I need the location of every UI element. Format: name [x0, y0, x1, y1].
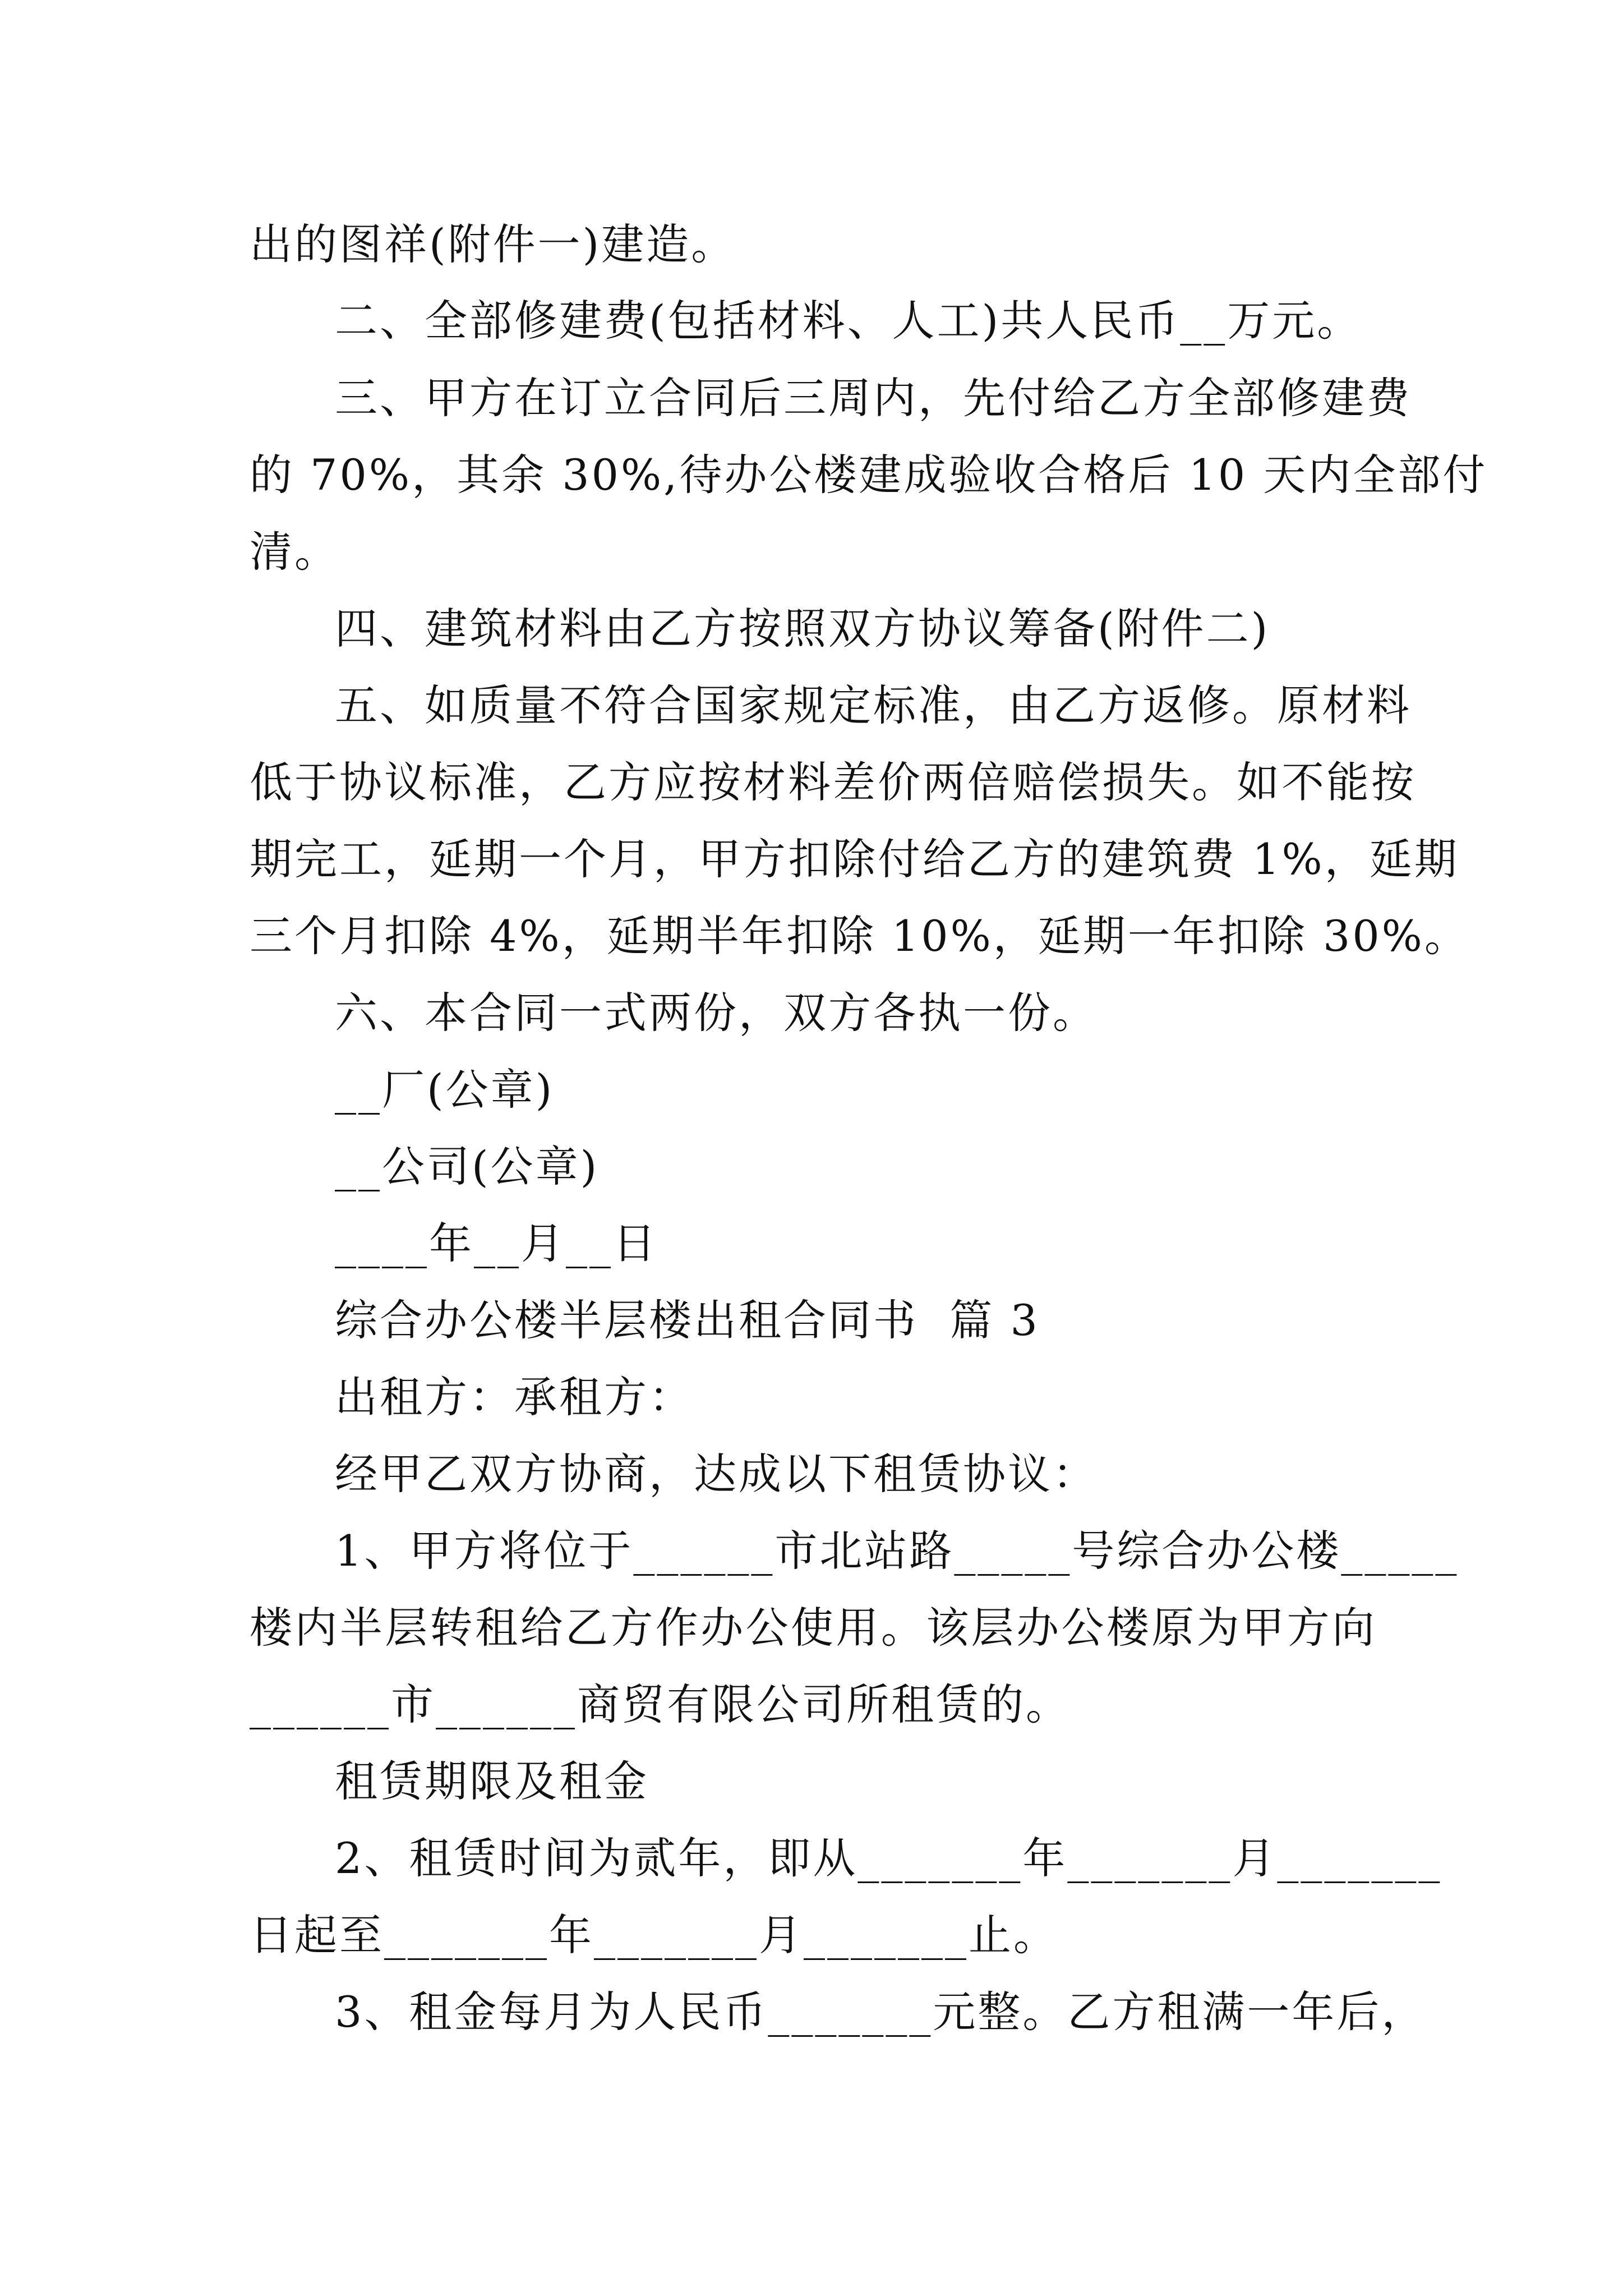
- text-line: 五、如质量不符合国家规定标准，由乙方返修。原材料: [335, 680, 1412, 730]
- section-heading: 综合办公楼半层楼出租合同书 篇 3: [335, 1295, 1040, 1345]
- text-line: ____年__月__日: [335, 1218, 658, 1268]
- text-line: 3、租金每月为人民币_______元整。乙方租满一年后，: [335, 1987, 1427, 2037]
- text-line: 二、全部修建费(包括材料、人工)共人民币__万元。: [335, 296, 1362, 346]
- text-line: 出的图祥(附件一)建造。: [250, 219, 736, 269]
- text-line: 租赁期限及租金: [335, 1756, 649, 1806]
- text-line: 期完工，延期一个月，甲方扣除付给乙方的建筑费 1%，延期: [250, 834, 1459, 884]
- text-line: 三、甲方在订立合同后三周内，先付给乙方全部修建费: [335, 373, 1412, 423]
- text-line: 四、建筑材料由乙方按照双方协议筹备(附件二): [335, 604, 1270, 654]
- text-line: 1、甲方将位于______市北站路_____号综合办公楼_____: [335, 1526, 1459, 1576]
- text-line: 出租方：承租方：: [335, 1372, 694, 1422]
- text-line: ______市______商贸有限公司所租赁的。: [250, 1680, 1071, 1729]
- text-line: 三个月扣除 4%，延期半年扣除 10%，延期一年扣除 30%。: [250, 911, 1469, 961]
- text-line: 清。: [250, 527, 339, 577]
- text-line: 日起至_______年_______月_______止。: [250, 1910, 1058, 1960]
- text-line: 2、租赁时间为贰年，即从_______年_______月_______: [335, 1833, 1442, 1883]
- text-line: __厂(公章): [335, 1065, 555, 1115]
- text-line: 的 70%，其余 30%,待办公楼建成验收合格后 10 天内全部付: [250, 450, 1488, 500]
- text-line: __公司(公章): [335, 1142, 600, 1191]
- text-line: 经甲乙双方协商，达成以下租赁协议：: [335, 1449, 1098, 1499]
- text-line: 楼内半层转租给乙方作办公使用。该层办公楼原为甲方向: [250, 1603, 1377, 1653]
- text-line: 低于协议标准，乙方应按材料差价两倍赔偿损失。如不能按: [250, 757, 1416, 807]
- text-line: 六、本合同一式两份，双方各执一份。: [335, 988, 1098, 1038]
